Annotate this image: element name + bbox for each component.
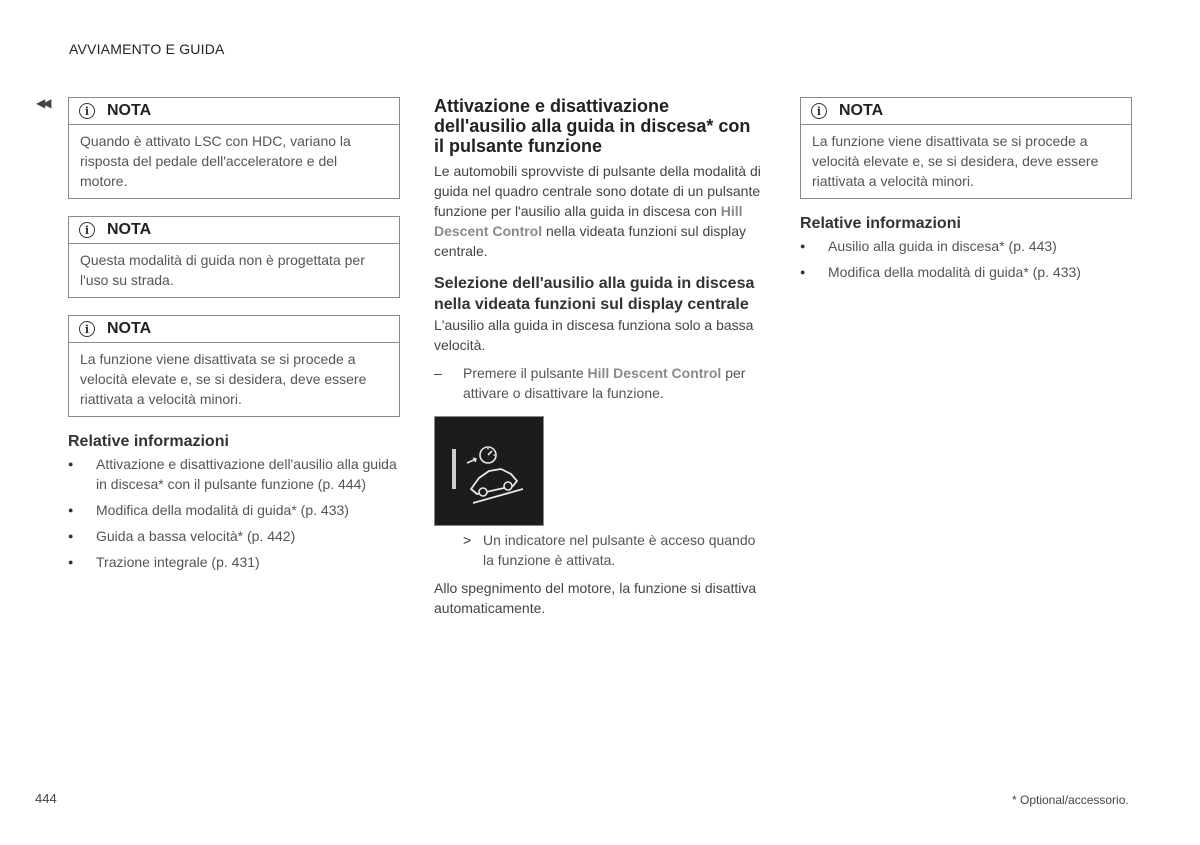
related-list: [800, 236, 1132, 282]
step-text: Premere il pulsante: [463, 365, 588, 381]
closing-text: Allo spegnimento del motore, la funzione si disattiva automaticamente.: [434, 580, 757, 616]
related-list: [68, 454, 400, 572]
note-text: La funzione viene disattivata se si procede a velocità elevate e, se si desidera, deve essere riattivata a velocità minori.: [812, 133, 1099, 189]
note-title: NOTA: [107, 221, 152, 238]
related-link[interactable]: ● Attivazione e disattivazione dell'ausilio alla guida in discesa* con il pulsante funzione (p. 444): [68, 454, 400, 494]
related-link[interactable]: ● Modifica della modalità di guida* (p. 433): [800, 262, 1132, 282]
note-text: Quando è attivato LSC con HDC, variano la risposta del pedale dell'acceleratore e del motore.: [80, 133, 351, 189]
sub-text: L'ausilio alla guida in discesa funziona solo a bassa velocità.: [434, 317, 754, 353]
note-header: [801, 98, 1131, 125]
intro-text: Le automobili sprovviste di pulsante della modalità di guida nel quadro centrale sono dotate di un pulsante funzione per l'ausilio alla guida in discesa con: [434, 163, 761, 219]
intro-paragraph: [434, 161, 764, 261]
note-box: [68, 97, 400, 199]
note-header: [69, 98, 399, 125]
intro-text-end: nella videata funzioni sul display centrale.: [434, 223, 747, 259]
subheading: Selezione dell'ausilio alla guida in discesa nella videata funzioni sul display centrale: [434, 275, 755, 313]
step-marker: –: [434, 365, 442, 381]
note-header: [69, 217, 399, 244]
related-link[interactable]: ● Trazione integrale (p. 431): [68, 552, 400, 572]
note-header: [69, 316, 399, 343]
result-marker: >: [463, 532, 472, 548]
instruction-step: [434, 363, 764, 403]
note-title: NOTA: [839, 102, 884, 119]
result-text: Un indicatore nel pulsante è acceso quando la funzione è attivata.: [483, 532, 756, 568]
left-column: [68, 97, 400, 578]
page-title: Attivazione e disattivazione dell'ausilio alla guida in discesa* con il pulsante funzione: [434, 96, 751, 156]
note-box: [68, 315, 400, 417]
keyword-hill-descent-control: Hill Descent Control: [587, 365, 722, 381]
related-link[interactable]: ● Guida a bassa velocità* (p. 442): [68, 526, 400, 546]
right-column: [800, 97, 1132, 288]
note-box: [800, 97, 1132, 199]
hill-descent-control-button-image: [434, 416, 544, 526]
note-text: Questa modalità di guida non è progettata per l'uso su strada.: [80, 252, 365, 288]
info-icon: i: [811, 103, 827, 119]
note-box: [68, 216, 400, 298]
info-icon: i: [79, 103, 95, 119]
hill-descent-control-icon: [435, 417, 543, 525]
related-link[interactable]: ● Modifica della modalità di guida* (p. 433): [68, 500, 400, 520]
keyword-hill-descent-control: Hill Descent Control: [434, 203, 743, 239]
double-left-arrow-icon[interactable]: ◀◀: [36, 96, 49, 110]
related-heading: Relative informazioni: [68, 433, 229, 450]
page-number: 444: [35, 791, 57, 806]
step-text-end: per attivare o disattivare la funzione.: [463, 365, 746, 401]
footnote: * Optional/accessorio.: [1012, 793, 1129, 807]
result-note: [434, 530, 764, 570]
note-title: NOTA: [107, 320, 152, 337]
middle-column: [434, 96, 764, 618]
info-icon: i: [79, 321, 95, 337]
related-heading: Relative informazioni: [800, 215, 961, 232]
note-title: NOTA: [107, 102, 152, 119]
note-text: La funzione viene disattivata se si procede a velocità elevate e, se si desidera, deve essere riattivata a velocità minori.: [80, 351, 367, 407]
info-icon: i: [79, 222, 95, 238]
related-link[interactable]: ● Ausilio alla guida in discesa* (p. 443): [800, 236, 1132, 256]
section-title: AVVIAMENTO E GUIDA: [69, 41, 225, 57]
